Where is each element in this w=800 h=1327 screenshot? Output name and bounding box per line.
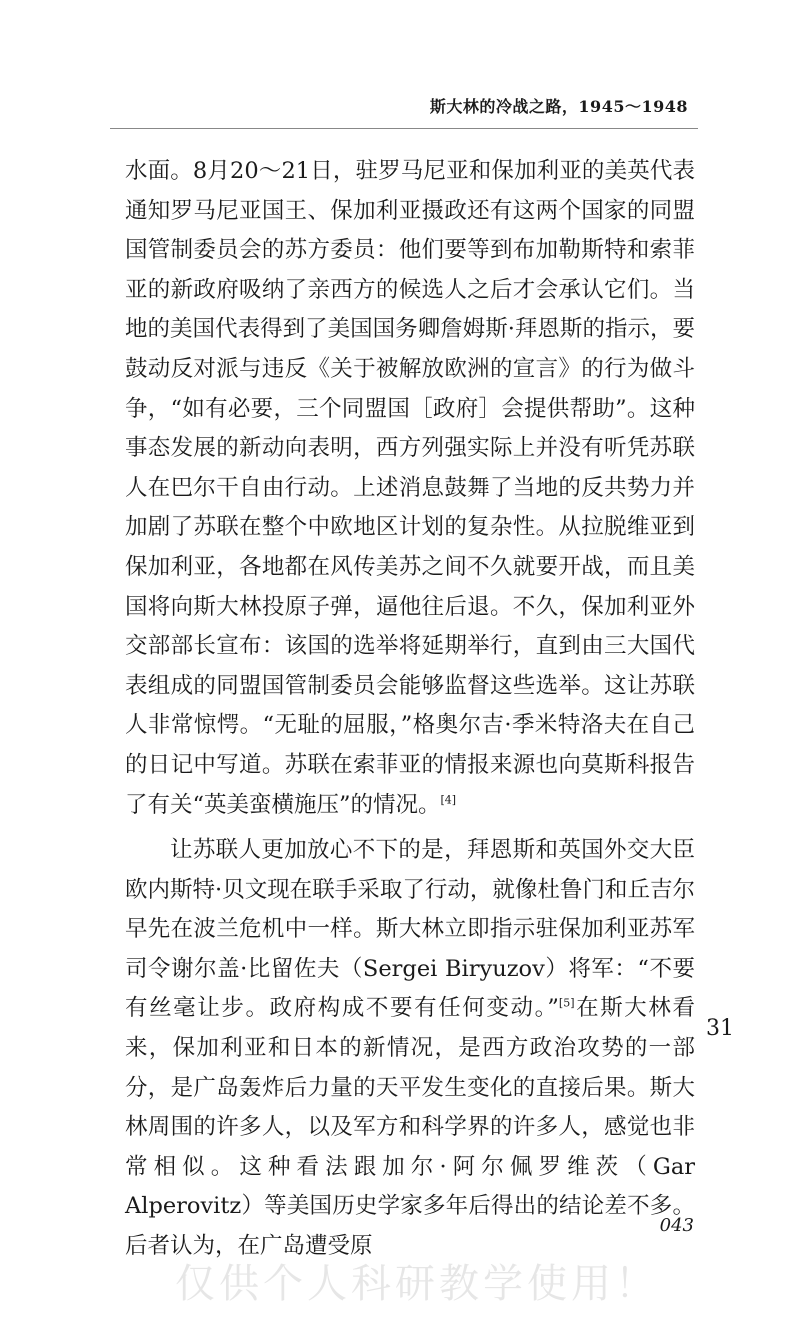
header-rule — [110, 128, 698, 129]
running-header: 斯大林的冷战之路，1945～1948 — [429, 97, 688, 116]
paragraph-2-text-b: 在斯大林看来，保加利亚和日本的新情况，是西方政治攻势的一部分，是广岛轰炸后力量的天平发生变化的直接后果。斯大林周围的许多人，以及军方和科学界的许多人，感觉也非常相似。这种看法跟加尔·阿尔佩罗维茨（Gar Alperovitz）等美国历史学家多年后得出的结论差不多。后者认为，在广岛遭受原 — [125, 995, 695, 1260]
paragraph-1 — [125, 152, 695, 825]
footnote-ref-5: [5] — [558, 996, 575, 1010]
page-number: 043 — [659, 1215, 694, 1236]
paragraph-1-text: 水面。8月20～21日，驻罗马尼亚和保加利亚的美英代表通知罗马尼亚国王、保加利亚摄政还有这两个国家的同盟国管制委员会的苏方委员：他们要等到布加勒斯特和索菲亚的新政府吸纳了亲西方的候选人之后才会承认它们。当地的美国代表得到了美国国务卿詹姆斯·拜恩斯的指示，要鼓动反对派与违反《关于被解放欧洲的宣言》的行为做斗争，“如有必要，三个同盟国［政府］会提供帮助”。这种事态发展的新动向表明，西方列强实际上并没有听凭苏联人在巴尔干自由行动。上述消息鼓舞了当地的反共势力并加剧了苏联在整个中欧地区计划的复杂性。从拉脱维亚到保加利亚，各地都在风传美苏之间不久就要开战，而且美国将向斯大林投原子弹，逼他往后退。不久，保加利亚外交部部长宣布：该国的选举将延期举行，直到由三大国代表组成的同盟国管制委员会能够监督这些选举。这让苏联人非常惊愕。“无耻的屈服，”格奥尔吉·季米特洛夫在自己的日记中写道。苏联在索菲亚的情报来源也向莫斯科报告了有关“英美蛮横施压”的情况。 — [125, 158, 695, 818]
original-page-margin-number: 31 — [706, 1016, 734, 1041]
footnote-ref-4: [4] — [440, 793, 457, 806]
paragraph-2 — [125, 831, 695, 1267]
paragraph-2-text-a: 让苏联人更加放心不下的是，拜恩斯和英国外交大臣欧内斯特·贝文现在联手采取了行动，就像杜鲁门和丘吉尔早先在波兰危机中一样。斯大林立即指示驻保加利亚苏军司令谢尔盖·比留佐夫（Sergei Biryuzov）将军：“不要有丝毫让步。政府构成不要有任何变动。” — [125, 837, 695, 1022]
body-text — [125, 152, 695, 1267]
watermark: 仅供个人科研教学使用！ — [175, 1261, 659, 1307]
